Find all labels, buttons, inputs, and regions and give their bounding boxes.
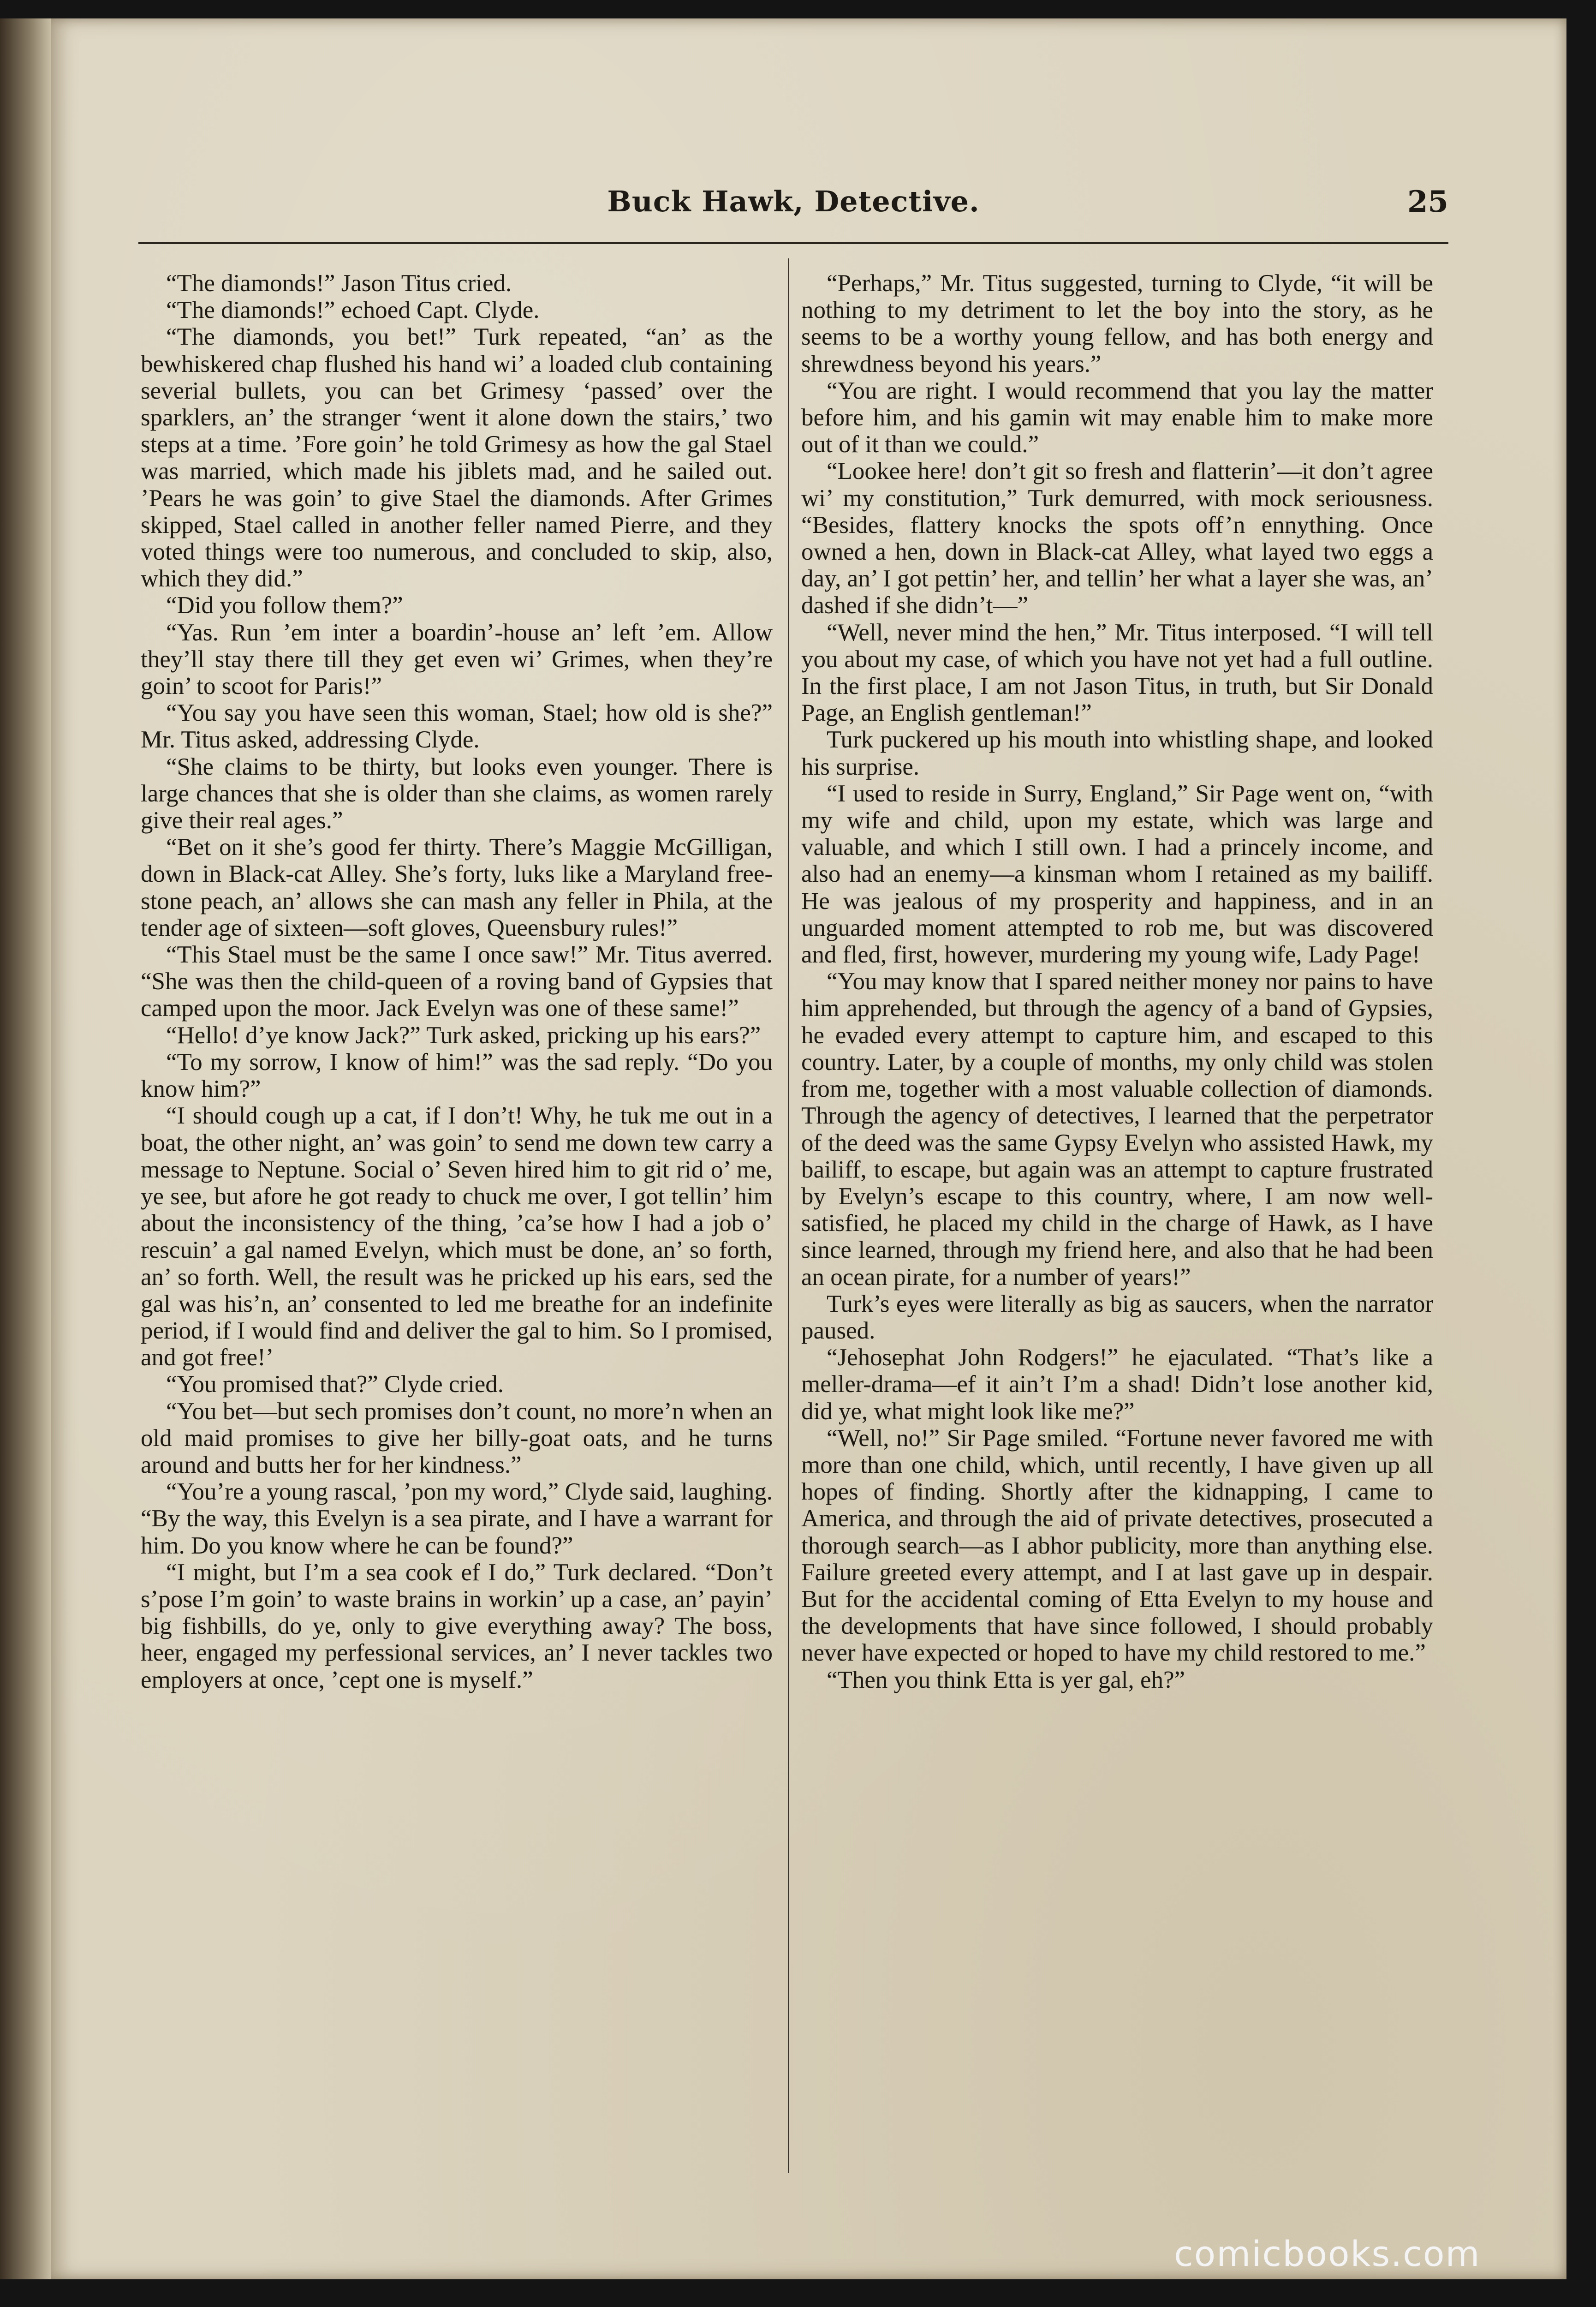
running-title: Buck Hawk, Detective.	[607, 185, 980, 218]
paragraph: “She claims to be thirty, but looks even younger. There is large chances that she is older than she claims, as women rarely give their real ages.”	[141, 753, 773, 834]
paragraph: “Did you follow them?”	[166, 592, 403, 619]
right-column	[801, 270, 1433, 1693]
header-rule	[138, 242, 1448, 244]
paragraph: “Yas. Run ’em inter a boardin’-house an’ left ’em. Allow they’ll stay there till they get even wi’ Grimes, when they’re goin’ to scoot for Paris!”	[141, 619, 773, 700]
paragraph: “The diamonds, you bet!” Turk repeated, “an’ as the bewhiskered chap flushed his hand wi’ a loaded club containing severial bullets, you can bet Grimesy ‘passed’ over the sparklers, an’ the stranger ‘went it alone down the stairs,’ two steps at a time. ’Fore goin’ he told Grimesy as how the gal Stael was married, which made his jiblets mad, and he sailed out. ’Pears he was goin’ to give Stael the diamonds. After Grimes skipped, Stael called in another feller named Pierre, and they voted things were too numerous, and concluded to skip, also, which they did.”	[141, 323, 773, 592]
paragraph: “Bet on it she’s good fer thirty. There’s Maggie McGilligan, down in Black-cat Alley. She’s forty, luks like a Maryland free-stone peach, an’ allows she can mash any feller in Phila, at the tender age of sixteen—soft gloves, Queensbury rules!”	[141, 834, 773, 941]
binding-spine	[0, 18, 51, 2279]
paragraph: “I used to reside in Surry, England,” Sir Page went on, “with my wife and child, upon my estate, which was large and valuable, and which I still own. I had a princely income, and also had an enemy—a kinsman whom I retained as my bailiff. He was jealous of my prosperity and happiness, and in an unguarded moment attempted to rob me, but was discovered and fled, first, however, murdering my young wife, Lady Page!	[801, 780, 1433, 968]
paragraph: “I might, but I’m a sea cook ef I do,” Turk declared. “Don’t s’pose I’m goin’ to waste brains in workin’ up a case, an’ payin’ big fishbills, do ye, only to give everything away? The boss, heer, engaged my perfessional services, an’ I never tackles two employers at once, ’cept one is myself.”	[141, 1559, 773, 1693]
paragraph: Turk’s eyes were literally as big as saucers, when the narrator paused.	[801, 1290, 1433, 1344]
paragraph: “You say you have seen this woman, Stael; how old is she?” Mr. Titus asked, addressing Clyde.	[141, 699, 773, 753]
paragraph: “This Stael must be the same I once saw!” Mr. Titus averred. “She was then the child-queen of a roving band of Gypsies that camped upon the moor. Jack Evelyn was one of these same!”	[141, 941, 773, 1022]
page-header	[138, 185, 1448, 235]
watermark: comicbooks.com	[1174, 2233, 1481, 2274]
paragraph: “The diamonds!” Jason Titus cried.	[166, 270, 512, 297]
paragraph: “You promised that?” Clyde cried.	[166, 1371, 504, 1398]
paragraph: “You’re a young rascal, ’pon my word,” Clyde said, laughing. “By the way, this Evelyn is a sea pirate, and I have a warrant for him. Do you know where he can be found?”	[141, 1478, 773, 1559]
paragraph: “Hello! d’ye know Jack?” Turk asked, pricking up his ears?”	[166, 1022, 761, 1049]
paragraph: “You may know that I spared neither money nor pains to have him apprehended, but through the agency of a band of Gypsies, he evaded every attempt to capture him, and escaped to this country. Later, by a couple of months, my only child was stolen from me, together with a most valuable collection of diamonds. Through the agency of detectives, I learned that the perpetrator of the deed was the same Gypsy Evelyn who assisted Hawk, my bailiff, to escape, but again was an attempt to capture frustrated by Evelyn’s escape to this country, where, I am now well-satisfied, he placed my child in the charge of Hawk, as I have since learned, through my friend here, and also that he had been an ocean pirate, for a number of years!”	[801, 968, 1433, 1291]
paragraph: “Perhaps,” Mr. Titus suggested, turning to Clyde, “it will be nothing to my detriment to let the boy into the story, as he seems to be a worthy young fellow, and has both energy and shrewdness beyond his years.”	[801, 270, 1433, 377]
paragraph: “I should cough up a cat, if I don’t! Why, he tuk me out in a boat, the other night, an’ was goin’ to send me down tew carry a message to Neptune. Social o’ Seven hired him to git rid o’ me, ye see, but afore he got ready to chuck me over, I got tellin’ him about the inconsistency of the thing, ’ca’se how I had a job o’ rescuin’ a gal named Evelyn, which must be done, an’ so forth, an’ so forth. Well, the result was he pricked up his ears, sed the gal was his’n, an’ consented to led me breathe for an indefinite period, if I would find and deliver the gal to him. So I promised, and got free!’	[141, 1102, 773, 1371]
paragraph: “Well, never mind the hen,” Mr. Titus interposed. “I will tell you about my case, of which you have not yet had a full outline. In the first place, I am not Jason Titus, in truth, but Sir Donald Page, an English gentleman!”	[801, 619, 1433, 727]
paragraph: “The diamonds!” echoed Capt. Clyde.	[166, 297, 540, 324]
page-number: 25	[1407, 185, 1448, 219]
paragraph: “You are right. I would recommend that you lay the matter before him, and his gamin wit may enable him to make more out of it than we could.”	[801, 377, 1433, 458]
paragraph: “You bet—but sech promises don’t count, no more’n when an old maid promises to give her billy-goat oats, and he turns around and butts her for her kindness.”	[141, 1398, 773, 1478]
column-divider	[788, 258, 789, 2173]
paragraph: “Lookee here! don’t git so fresh and flatterin’—it don’t agree wi’ my constitution,” Turk demurred, with mock seriousness. “Besides, flattery knocks the spots off’n ennything. Once owned a hen, down in Black-cat Alley, what layed two eggs a day, an’ I got pettin’ her, and tellin’ her what a layer she was, an’ dashed if she didn’t—”	[801, 458, 1433, 619]
paragraph: “Well, no!” Sir Page smiled. “Fortune never favored me with more than one child, which, until recently, I have given up all hopes of finding. Shortly after the kidnapping, I came to America, and through the aid of private detectives, prosecuted a thorough search—as I abhor publicity, more than anything else. Failure greeted every attempt, and I at last gave up in despair. But for the accidental coming of Etta Evelyn to my house and the developments that have since followed, I should probably never have expected or hoped to have my child restored to me.”	[801, 1424, 1433, 1667]
paragraph: “Then you think Etta is yer gal, eh?”	[827, 1666, 1185, 1693]
paragraph: “Jehosephat John Rodgers!” he ejaculated. “That’s like a meller-drama—ef it ain’t I’m a shad! Didn’t lose another kid, did ye, what might look like me?”	[801, 1344, 1433, 1425]
left-column	[141, 270, 773, 1693]
paragraph: Turk puckered up his mouth into whistling shape, and looked his surprise.	[801, 726, 1433, 780]
paragraph: “To my sorrow, I know of him!” was the sad reply. “Do you know him?”	[141, 1048, 773, 1103]
